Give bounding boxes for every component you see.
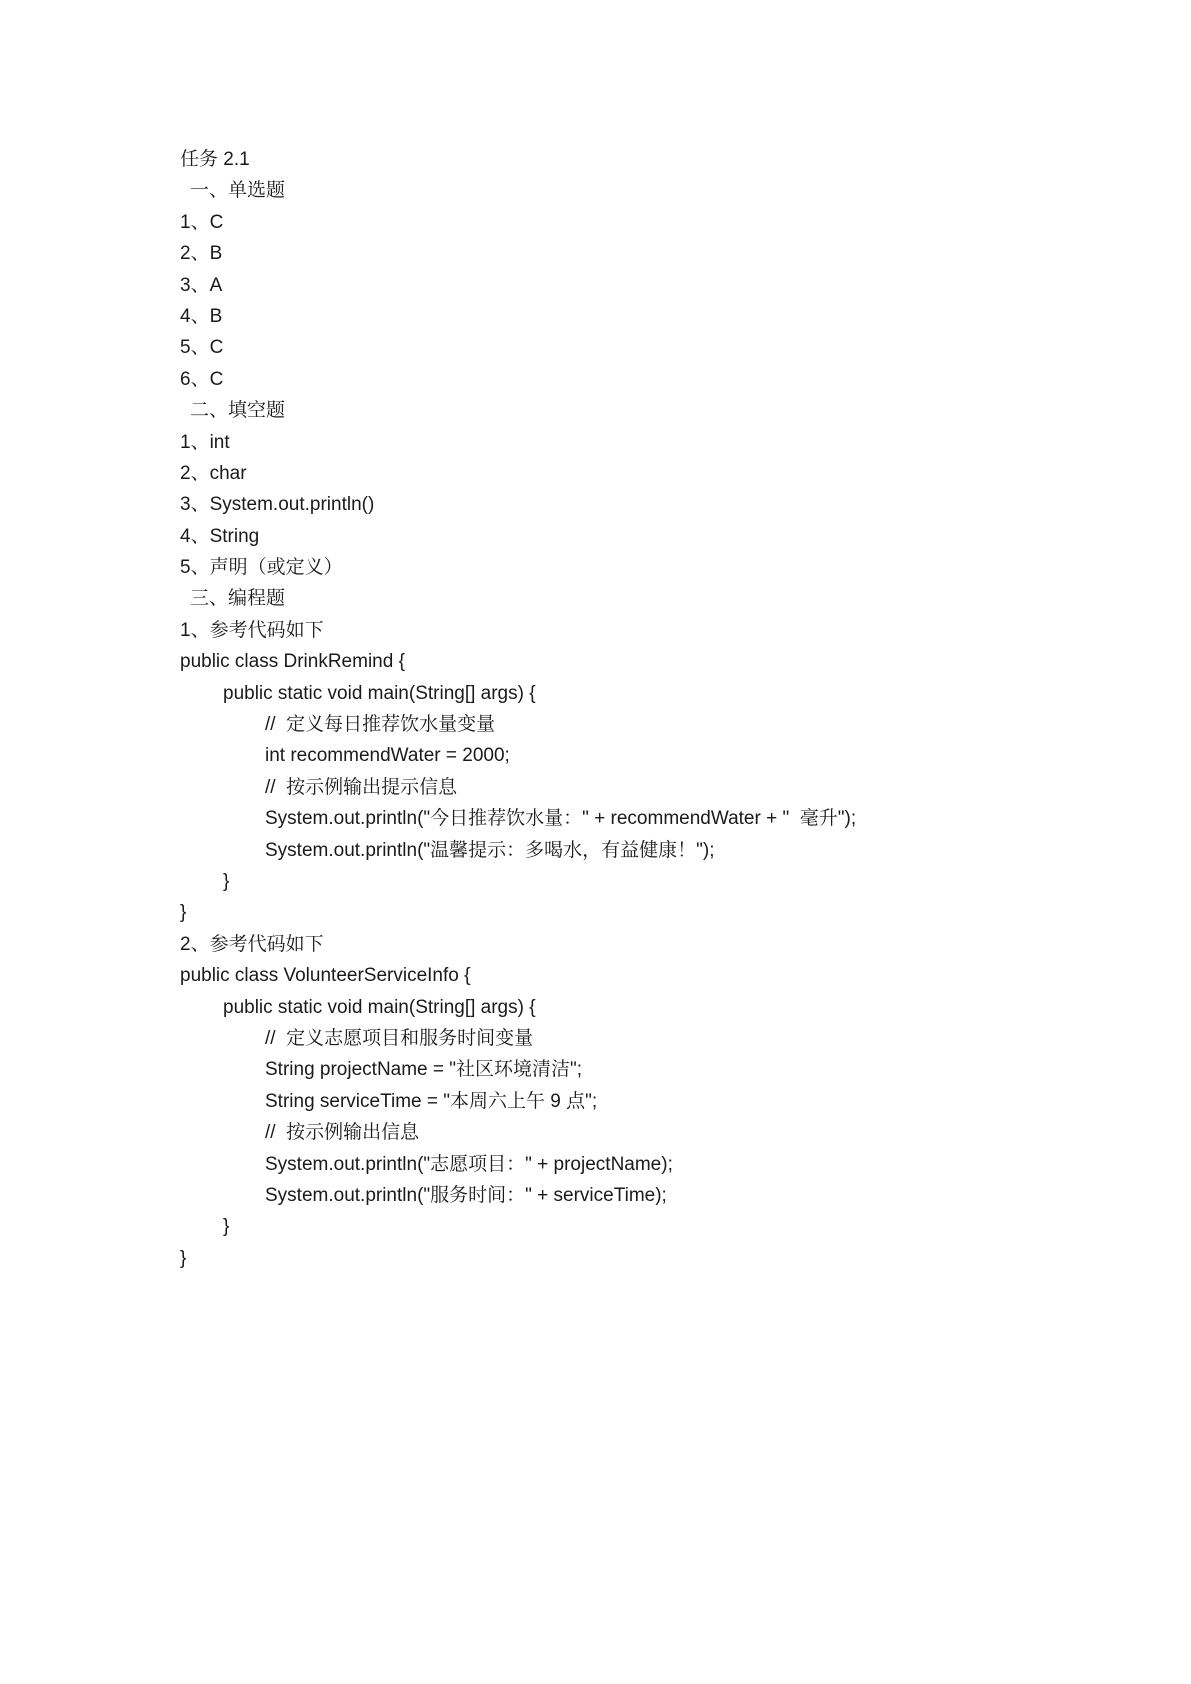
answer-item: 5、声明（或定义） (180, 557, 343, 579)
code-line: } (180, 1247, 187, 1269)
answer-item: 1、int (180, 431, 230, 453)
answer-item: 2、char (180, 462, 247, 484)
code-line: } (223, 870, 230, 892)
code-line: System.out.println("志愿项目：" + projectName); (265, 1153, 673, 1175)
question-label: 1、参考代码如下 (180, 619, 324, 641)
code-comment: // 定义志愿项目和服务时间变量 (265, 1027, 534, 1049)
answer-item: 3、System.out.println() (180, 494, 375, 516)
section-heading-programming: 三、编程题 (190, 588, 286, 610)
section-heading-single-choice: 一、单选题 (190, 180, 286, 202)
code-line: System.out.println("温馨提示：多喝水，有益健康！"); (265, 839, 715, 861)
code-line: public class VolunteerServiceInfo { (180, 965, 471, 987)
doc-title: 任务 2.1 (180, 149, 250, 170)
answer-item: 4、String (180, 525, 260, 547)
code-comment: // 按示例输出信息 (265, 1122, 420, 1144)
answer-item: 1、C (180, 211, 224, 233)
question-label: 2、参考代码如下 (180, 933, 324, 955)
code-line: String projectName = "社区环境清洁"; (265, 1059, 583, 1081)
answer-item: 6、C (180, 368, 224, 390)
code-comment: // 定义每日推荐饮水量变量 (265, 714, 496, 736)
document-page (180, 144, 1080, 1274)
code-line: String serviceTime = "本周六上午 9 点"; (265, 1090, 598, 1112)
code-line: } (223, 1216, 230, 1238)
answer-item: 2、B (180, 243, 223, 265)
code-line: } (180, 902, 187, 924)
code-line: public static void main(String[] args) { (223, 682, 536, 704)
code-line: System.out.println("服务时间：" + serviceTime); (265, 1184, 667, 1206)
answer-item: 5、C (180, 337, 224, 359)
section-heading-fill-blank: 二、填空题 (190, 400, 286, 422)
code-line: public class DrinkRemind { (180, 651, 405, 673)
answer-item: 3、A (180, 274, 223, 296)
code-line: System.out.println("今日推荐饮水量：" + recommendWater + " 毫升"); (265, 808, 857, 830)
code-line: public static void main(String[] args) { (223, 996, 536, 1018)
code-line: int recommendWater = 2000; (265, 745, 510, 767)
code-comment: // 按示例输出提示信息 (265, 776, 458, 798)
answer-item: 4、B (180, 305, 223, 327)
